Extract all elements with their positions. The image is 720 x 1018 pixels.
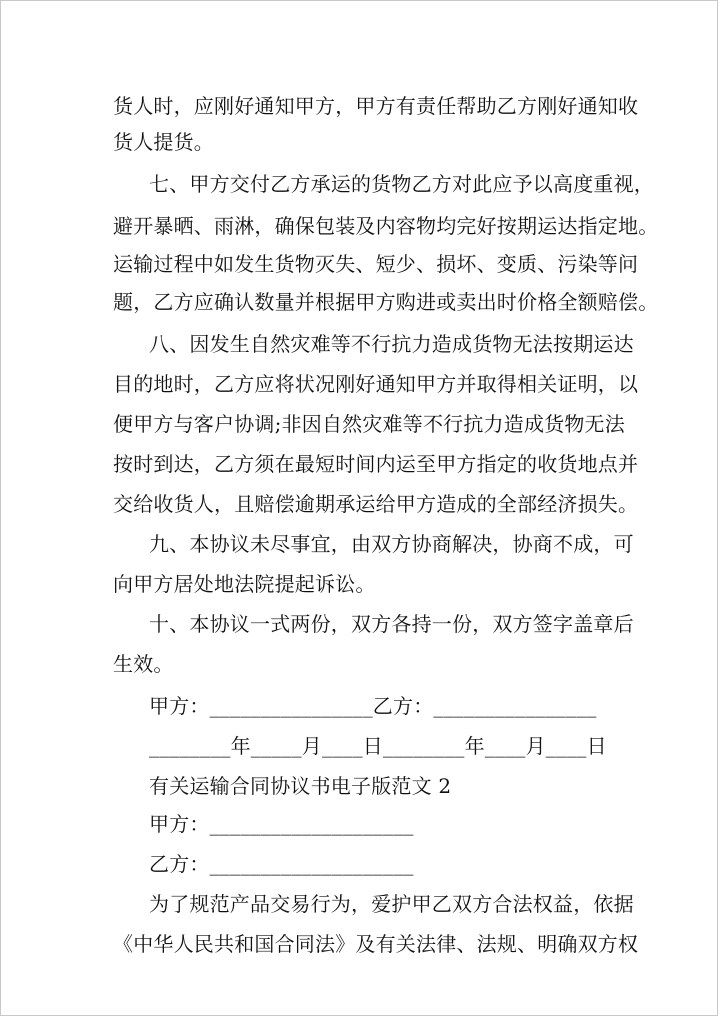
party-a-field: 甲方：____________________ [149,812,414,836]
paragraph-line: 货人时，应刚好通知甲方，甲方有责任帮助乙方刚好通知收 [113,94,639,118]
paragraph-line: 按时到达，乙方须在最短时间内运至甲方指定的收货地点并 [113,452,639,476]
paragraph-line: 《中华人民共和国合同法》及有关法律、法规、明确双方权 [113,932,639,956]
paragraph-line: 便甲方与客户协调;非因自然灾难等不行抗力造成货物无法 [113,412,625,436]
paragraph-line: 交给收货人，且赔偿逾期承运给甲方造成的全部经济损失。 [113,492,639,516]
paragraph-line: 避开暴晒、雨淋，确保包装及内容物均完好按期运达指定地。 [113,214,659,238]
party-b-field: 乙方：____________________ [149,852,414,876]
clause-nine-heading-line: 九、本协议未尽事宜，由双方协商解决，协商不成，可 [149,532,634,556]
paragraph-line: 生效。 [113,652,174,676]
paragraph-line: 题，乙方应确认数量并根据甲方购进或卖出时价格全额赔偿。 [113,290,659,314]
clause-eight-heading-line: 八、因发生自然灾难等不行抗力造成货物无法按期运达 [149,332,634,356]
clause-seven-heading-line: 七、甲方交付乙方承运的货物乙方对此应予以高度重视， [149,172,654,196]
paragraph-line: 向甲方居处地法院提起诉讼。 [113,572,376,596]
signature-date-line: ________年_____月____日________年____月____日 [149,734,607,758]
section-title: 有关运输合同协议书电子版范文 2 [149,774,452,798]
paragraph-line: 货人提货。 [113,130,214,154]
paragraph-line: 目的地时，乙方应将状况刚好通知甲方并取得相关证明，以 [113,372,639,396]
preamble-heading-line: 为了规范产品交易行为，爱护甲乙双方合法权益，依据 [149,892,634,916]
clause-ten-heading-line: 十、本协议一式两份，双方各持一份，双方签字盖章后 [149,612,634,636]
paragraph-line: 运输过程中如发生货物灭失、短少、损坏、变质、污染等问 [113,252,639,276]
signature-party-line: 甲方：________________乙方：________________ [149,694,597,718]
